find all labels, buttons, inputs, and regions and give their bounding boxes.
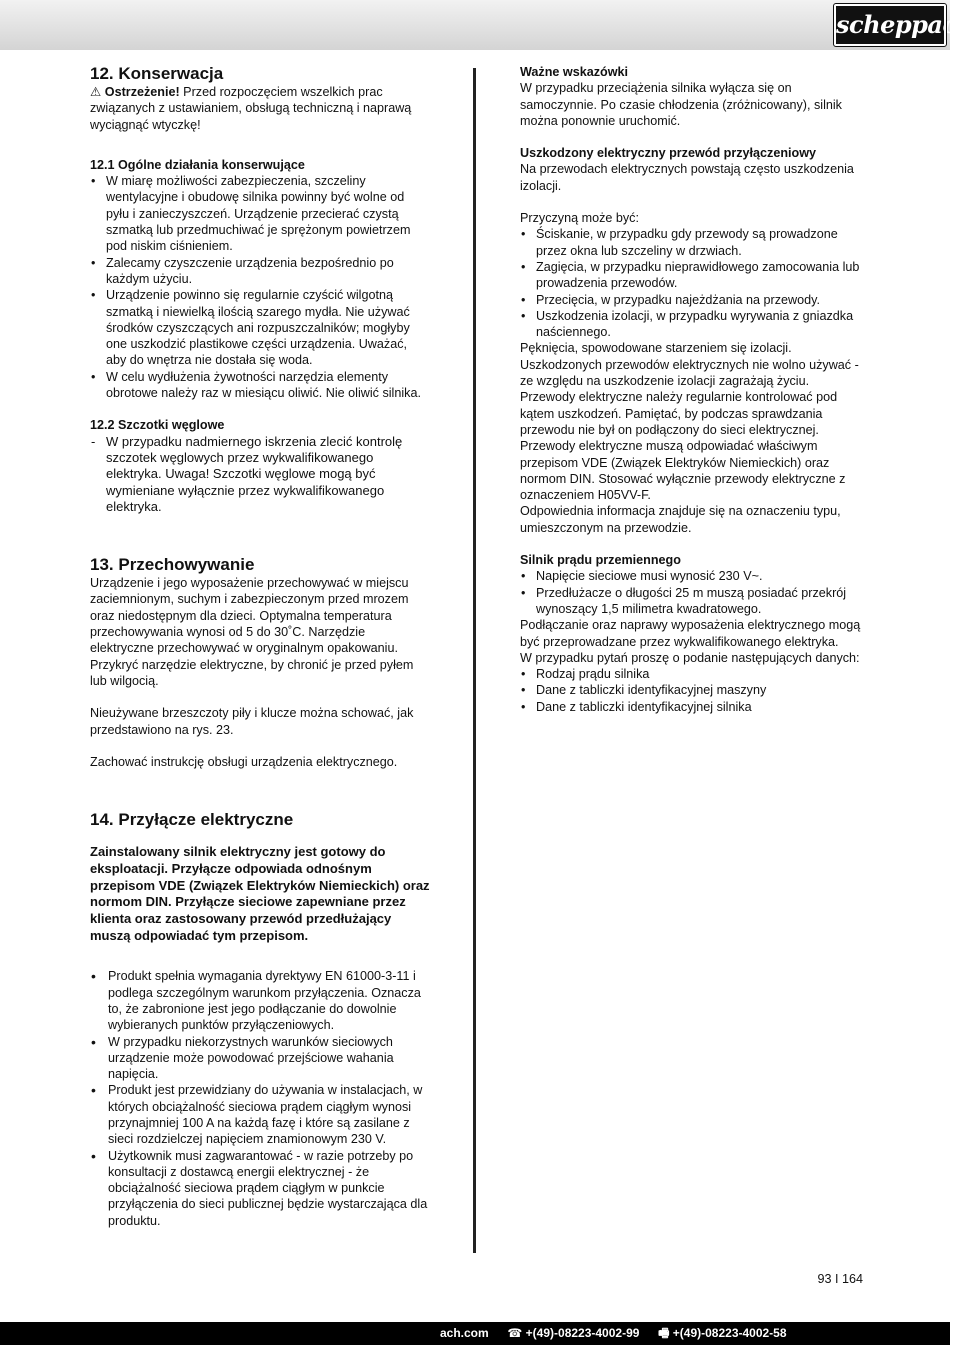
header-bar: [0, 0, 974, 50]
section-12-2-title: 12.2 Szczotki węglowe: [90, 418, 225, 433]
storage-paragraph-2: Przykryć narzędzie elektryczne, by chronić je przed pyłem lub wilgocią.: [90, 657, 414, 688]
cable-paragraph-5: Przewody elektryczne muszą odpowiadać właściwym przepisom VDE (Związek Elektryków Niemieckich) oraz normom DIN. Stosować wyłącznie przewody elektryczne z oznaczeniem H05VV-F.: [520, 439, 846, 503]
list-item: • Urządzenie powinno się regularnie czyścić wilgotną szmatką i niewielką ilością szarego mydła. Nie używać środków czyszczących ani rozpuszczalników; mogłyby one uszkodzić plastikowe części urządzenia. Uważać, aby do wnętrza nie dostała się woda.: [90, 287, 430, 368]
footer-fax: +(49)-08223-4002-58: [672, 1326, 787, 1340]
fax-icon: 🖷: [658, 1326, 670, 1340]
section-12-1-list: [90, 173, 430, 401]
list-item: • Dane z tabliczki identyfikacyjnej silnika: [520, 699, 865, 715]
section-14-list: [90, 968, 430, 1229]
footer-phone: +(49)-08223-4002-99: [525, 1326, 640, 1340]
list-item: • Dane z tabliczki identyfikacyjnej maszyny: [520, 682, 865, 698]
connection-intro: Zainstalowany silnik elektryczny jest gotowy do eksploatacji. Przyłącze odpowiada odnośnym przepisom VDE (Związek Elektryków Niemieckich) oraz normom DIN. Przyłącze sieciowe zapewniane przez klienta oraz zastosowany przewód przedłużający muszą odpowiadać tym przepisom.: [90, 844, 430, 943]
storage-paragraph-3: Nieużywane brzeszczoty piły i klucze można schować, jak przedstawiono na rys. 23.: [90, 706, 414, 737]
cable-paragraph-4: Przewody elektryczne należy regularnie kontrolować pod kątem uszkodzeń. Pamiętać, by podczas sprawdzania przewodu nie był on podłączony do sieci elektrycznej.: [520, 390, 838, 437]
list-item: - W przypadku nadmiernego iskrzenia zlecić kontrolę szczotek węglowych przez wykwalifikowanego elektryka. Uwaga! Szczotki węglowe mogą być wymieniane wyłącznie przez wykwalifikowanego elektryka.: [90, 434, 430, 515]
list-item: • Zagięcia, w przypadku nieprawidłowego zamocowania lub prowadzenia przewodów.: [520, 259, 865, 292]
notes-text: W przypadku przeciążenia silnika wyłącza się on samoczynnie. Po czasie chłodzenia (zróżnicowany), silnik można ponownie uruchomić.: [520, 81, 842, 128]
section-12-1-title: 12.1 Ogólne działania konserwujące: [90, 157, 305, 172]
ac-data-list: [520, 666, 865, 715]
warning-icon: ⚠: [90, 85, 102, 99]
ac-paragraph-1: Podłączanie oraz naprawy wyposażenia elektrycznego mogą być przeprowadzane przez wykwalifikowanego elektryka.: [520, 618, 861, 649]
section-13-title: 13. Przechowywanie: [90, 555, 255, 575]
right-column: [520, 64, 865, 715]
cable-paragraph-3: Uszkodzonych przewodów elektrycznych nie wolno używać - ze względu na uszkodzenie izolacji zagrażają życiu.: [520, 357, 859, 389]
phone-icon: ☎: [507, 1326, 523, 1340]
list-item: • Przedłużacze o długości 25 m muszą posiadać przekrój wynoszący 1,5 milimetra kwadratowego.: [520, 585, 865, 618]
ac-paragraph-2: W przypadku pytań proszę o podanie następujących danych:: [520, 650, 860, 665]
section-12-title: 12. Konserwacja: [90, 64, 224, 83]
cause-intro: Przyczyną może być:: [520, 211, 639, 226]
cable-paragraph-6: Odpowiednia informacja znajduje się na oznaczeniu typu, umieszczonym na przewodzie.: [520, 504, 841, 535]
section-14-title: 14. Przyłącze elektryczne: [90, 810, 294, 830]
left-column: [90, 64, 430, 1229]
list-item: • W przypadku niekorzystnych warunków sieciowych urządzenie może powodować przejściowe wahania napięcia.: [90, 1034, 430, 1083]
storage-paragraph-1: Urządzenie i jego wyposażenie przechowywać w miejscu zaciemnionym, suchym i zabezpieczonym przed mrozem oraz niedostępnym dla dzieci. Optymalna temperatura przechowywania wynosi od 5 do 30˚C. Narzędzie elektryczne przechowywać w oryginalnym opakowaniu.: [90, 576, 409, 656]
ac-motor-title: Silnik prądu przemiennego: [520, 553, 681, 568]
cause-list: [520, 226, 865, 340]
list-item: • Uszkodzenia izolacji, w przypadku wyrywania z gniazdka naściennego.: [520, 308, 865, 341]
warning-paragraph: [90, 84, 430, 133]
footer-bar: [0, 1322, 950, 1345]
storage-paragraph-4: Zachować instrukcję obsługi urządzenia elektrycznego.: [90, 754, 398, 769]
ac-list: [520, 568, 865, 617]
warning-label: Ostrzeżenie!: [104, 85, 180, 99]
list-item: • Zalecamy czyszczenie urządzenia bezpośrednio po każdym użyciu.: [90, 255, 430, 288]
column-divider: [473, 68, 476, 1253]
cable-title: Uszkodzony elektryczny przewód przyłączeniowy: [520, 146, 817, 161]
warning-text: Przed rozpoczęciem wszelkich prac związanych z ustawianiem, obsługą techniczną i naprawą wyciągnąć wtyczkę!: [90, 85, 412, 132]
list-item: • Ściskanie, w przypadku gdy przewody są prowadzone przez okna lub szczeliny w drzwiach.: [520, 226, 865, 259]
list-item: • W miarę możliwości zabezpieczenia, szczeliny wentylacyjne i obudowę silnika powinny być wolne od pyłu i zanieczyszczeń. Urządzenie przecierać czystą szmatką lub przedmuchiwać je sprężonym powietrzem pod niskim ciśnieniem.: [90, 173, 430, 254]
cable-text: Na przewodach elektrycznych powstają często uszkodzenia izolacji.: [520, 162, 854, 193]
list-item: • Rodzaj prądu silnika: [520, 666, 865, 682]
brand-logo: scheppach: [834, 4, 946, 46]
list-item: • Napięcie sieciowe musi wynosić 230 V~.: [520, 568, 865, 584]
list-item: • Użytkownik musi zagwarantować - w razie potrzeby po konsultacji z dostawcą energii elektrycznej - że obciążalność sieciowa prądem ciągłym w punkcie przyłączenia do sieci publicznej będzie wystarczająca dla produktu.: [90, 1148, 430, 1229]
list-item: • Przecięcia, w przypadku najeżdżania na przewody.: [520, 292, 865, 308]
footer-website[interactable]: ach.com: [440, 1326, 489, 1340]
section-12-2-list: [90, 434, 430, 515]
cable-paragraph-2: Pęknięcia, spowodowane starzeniem się izolacji.: [520, 341, 792, 356]
notes-title: Ważne wskazówki: [520, 65, 629, 79]
list-item: • Produkt spełnia wymagania dyrektywy EN 61000-3-11 i podlega szczególnym warunkom przyłączenia. Oznacza to, że zabronione jest jego podłączanie do dowolnie wybieranych punktów przyłączeniowych.: [90, 968, 430, 1033]
page-number: 93 I 164: [817, 1272, 863, 1286]
list-item: • Produkt jest przewidziany do używania w instalacjach, w których obciążalność sieciowa prądem ciągłym wynosi przynajmniej 100 A na każdą fazę i które są zasilane z sieci rozdzielczej napięciem znamionowym 230 V.: [90, 1082, 430, 1147]
list-item: • W celu wydłużenia żywotności narzędzia elementy obrotowe należy raz w miesiącu oliwić. Nie oliwić silnika.: [90, 369, 430, 402]
